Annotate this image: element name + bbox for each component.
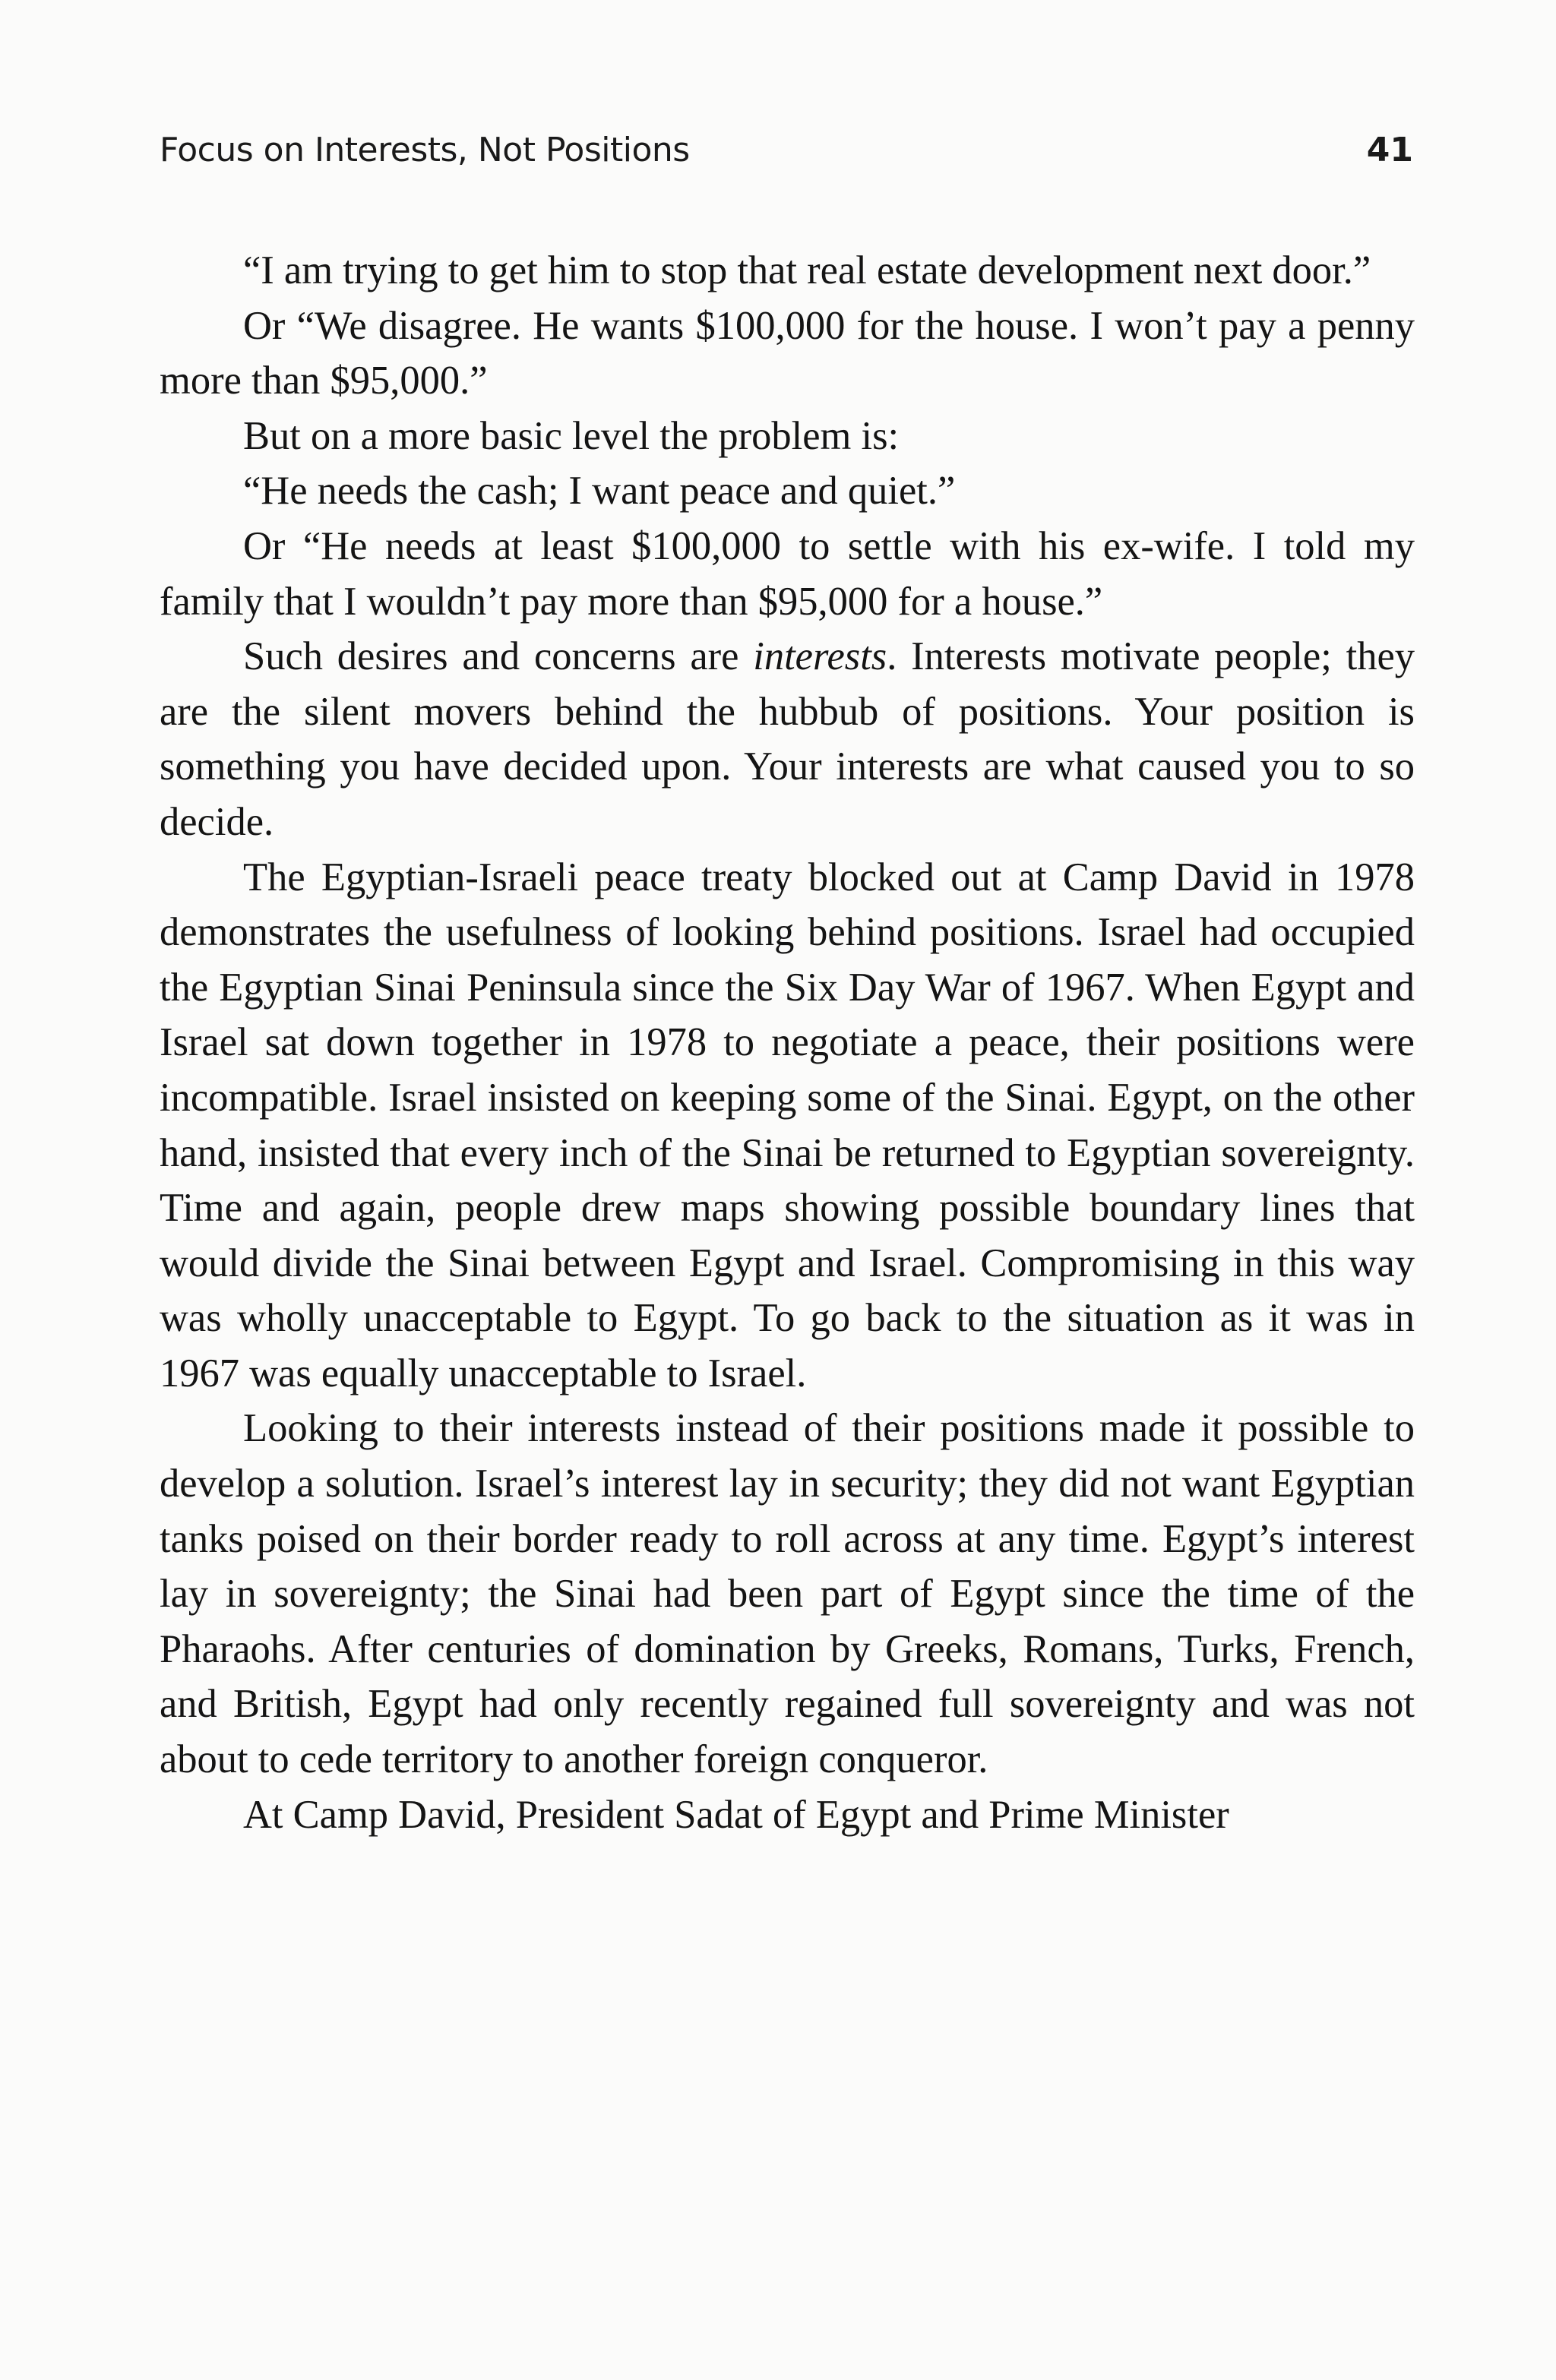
paragraph [160,519,1415,629]
running-title: Focus on Interests, Not Positions [160,131,690,169]
paragraph-text: But on a more basic level the problem is: [243,413,900,458]
paragraph [160,463,1415,519]
paragraph-text: Or “We disagree. He wants $100,000 for the house. I won’t pay a penny more than $95,000.” [160,303,1415,403]
paragraph [160,409,1415,464]
paragraph-text: “I am trying to get him to stop that real estate development next door.” [243,248,1371,292]
paragraph-text: “He needs the cash; I want peace and quiet.” [243,469,956,514]
running-header [160,131,1413,184]
page-number: 41 [1366,131,1413,169]
paragraph-text: At Camp David, President Sadat of Egypt and Prime Minister [243,1792,1229,1837]
paragraph [160,243,1415,299]
paragraph-text: Looking to their interests instead of their positions made it possible to develop a solution. Israel’s interest lay in security; they did not want Egyptian tanks poised on their border ready to roll across at any time. Egypt’s interest lay in sovereignty; the Sinai had been part of Egypt since the time of the Pharaohs. After centuries of domination by Greeks, Romans, Turks, French, and British, Egypt had only recently regained full sovereignty and was not about to cede territory to another foreign conqueror. [160,1406,1415,1782]
paragraph-text: The Egyptian-Israeli peace treaty blocked out at Camp David in 1978 demonstrates the usefulness of looking behind positions. Israel had occupied the Egyptian Sinai Peninsula since the Six Day War of 1967. When Egypt and Israel sat down together in 1978 to negotiate a peace, their positions were incompatible. Israel insisted on keeping some of the Sinai. Egypt, on the other hand, insisted that every inch of the Sinai be returned to Egyptian sovereignty. Time and again, people drew maps showing possible boundary lines that would divide the Sinai between Egypt and Israel. Compromising in this way was wholly unacceptable to Egypt. To go back to the situation as it was in 1967 was equally unacceptable to Israel. [160,855,1415,1395]
paragraph [160,299,1415,409]
paragraph-text: . Interests motivate people; they are the silent movers behind the hubbub of positions. Your position is something you have decided upon. Your interests are what caused you to so decide. [160,634,1415,844]
paragraph-text: Such desires and concerns are [243,634,754,679]
paragraph [160,1401,1415,1787]
paragraph [160,1787,1415,1843]
emphasis-text: interests [753,634,887,679]
paragraph-text: Or “He needs at least $100,000 to settle with his ex-wife. I told my family that I wouldn’t pay more than $95,000 for a house.” [160,523,1415,624]
body-text [160,243,1415,1842]
paragraph [160,850,1415,1402]
paragraph [160,629,1415,849]
